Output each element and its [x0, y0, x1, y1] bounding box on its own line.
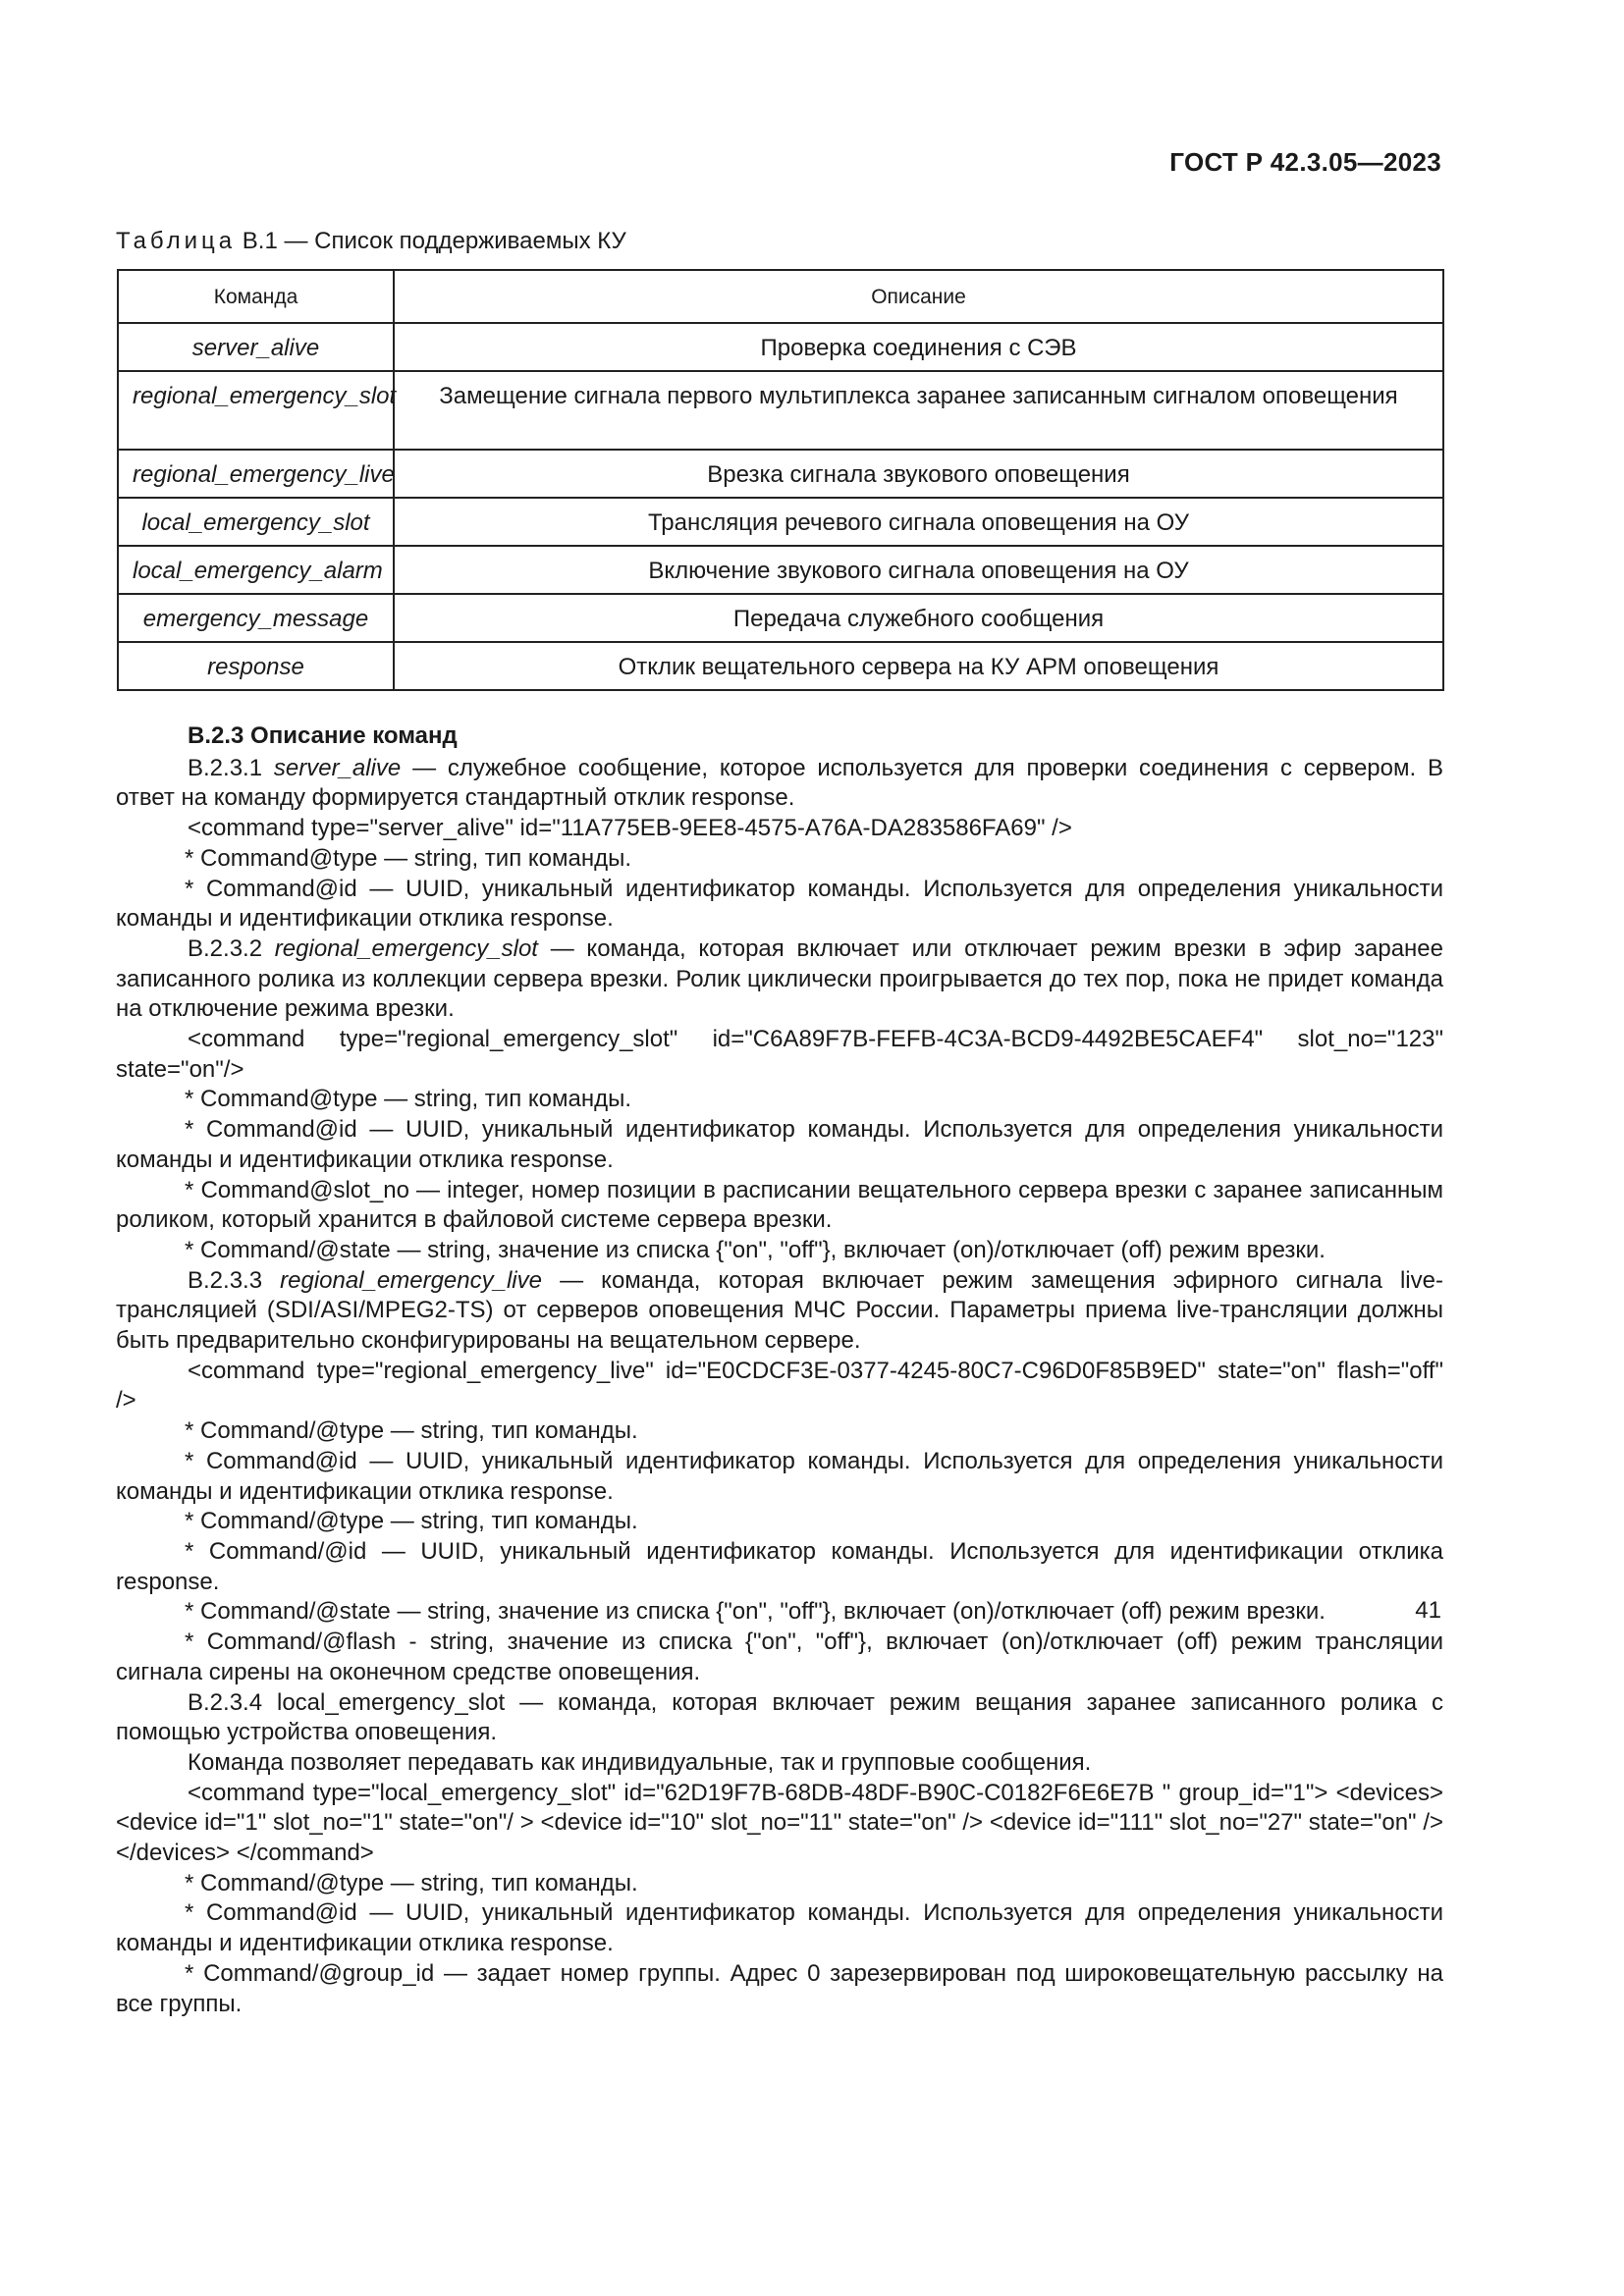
column-header-description: Описание	[394, 270, 1443, 323]
paragraph-text: — служебное сообщение, которое используется для проверки соединения с сервером. В ответ на команду формируется стандартный отклик response.	[116, 754, 1443, 812]
paragraph	[116, 1266, 1443, 1357]
bullet-item: * Command@type — string, тип команды.	[185, 1086, 632, 1113]
table-row	[118, 546, 1443, 594]
bullet-item: * Command/@flash - string, значение из списка {"on", "off"}, включает (on)/отключает (off) режим трансляции сигнала сирены на оконечном средстве оповещения.	[116, 1629, 1443, 1685]
bullet-item: * Command@type — string, тип команды.	[185, 844, 632, 872]
description-cell: Отклик вещательного сервера на КУ АРМ оповещения	[394, 642, 1443, 690]
table-caption-text: В.1 — Список поддерживаемых КУ	[236, 228, 626, 254]
description-cell: Замещение сигнала первого мультиплекса заранее записанным сигналом оповещения	[394, 371, 1443, 450]
bullet-item: * Command@id — UUID, уникальный идентификатор команды. Используется для определения уникальности команды и идентификации отклика response.	[116, 1116, 1443, 1173]
paragraph	[116, 754, 1443, 814]
command-cell: server_alive	[118, 323, 394, 371]
column-header-command: Команда	[118, 270, 394, 323]
section-body	[116, 721, 1443, 2019]
table-row	[118, 450, 1443, 498]
table-row	[118, 498, 1443, 546]
bullet-item: * Command@id — UUID, уникальный идентификатор команды. Используется для определения уникальности команды и идентификации отклика response.	[116, 875, 1443, 933]
table-row	[118, 371, 1443, 450]
description-cell: Передача служебного сообщения	[394, 594, 1443, 642]
section-title: В.2.3 Описание команд	[188, 722, 458, 749]
paragraph-text: — команда, которая включает режим замещения эфирного сигнала live-трансляцией (SDI/ASI/MPEG2-TS) от серверов оповещения МЧС России. Параметры приема live-трансляции должны быть предварительно сконфигурированы на вещательном сервере.	[116, 1266, 1443, 1355]
description-cell: Врезка сигнала звукового оповещения	[394, 450, 1443, 498]
table-caption-prefix: Таблица	[116, 228, 237, 254]
bullet-item: * Command@slot_no — integer, номер позиции в расписании вещательного сервера врезки с заранее записанным роликом, который хранится в файловой системе сервера врезки.	[116, 1176, 1443, 1234]
command-cell: local_emergency_slot	[118, 498, 394, 546]
command-cell: response	[118, 642, 394, 690]
document-code: ГОСТ Р 42.3.05—2023	[1169, 147, 1441, 177]
table-row	[118, 642, 1443, 690]
code-line: <command type="local_emergency_slot" id="62D19F7B-68DB-48DF-B90C-C0182F6E6E7B " group_id="1"> <devices> <device id="1" slot_no="1" state="on"/ > <device id="10" slot_no="11" state="on" /> <device id="111" slot_no="27" state="on" /> </devices> </command>	[116, 1779, 1443, 1867]
paragraph-text: — команда, которая включает или отключает режим врезки в эфир заранее записанного ролика из коллекции сервера врезки. Ролик циклически проигрывается до тех пор, пока не придет команда на отключение режима врезки.	[116, 934, 1443, 1023]
command-cell: emergency_message	[118, 594, 394, 642]
table-row	[118, 594, 1443, 642]
table-header-row	[118, 270, 1443, 323]
command-cell: local_emergency_alarm	[118, 546, 394, 594]
description-cell: Трансляция речевого сигнала оповещения на ОУ	[394, 498, 1443, 546]
bullet-item: * Command/@type — string, тип команды.	[185, 1417, 638, 1445]
command-name: regional_emergency_live	[280, 1266, 542, 1294]
commands-table	[117, 269, 1444, 691]
command-cell: regional_emergency_live	[118, 450, 394, 498]
command-cell: regional_emergency_slot	[118, 371, 394, 450]
bullet-item: * Command/@state — string, значение из списка {"on", "off"}, включает (on)/отключает (off) режим врезки.	[185, 1598, 1326, 1626]
bullet-item: * Command/@id — UUID, уникальный идентификатор команды. Используется для идентификации отклика response.	[116, 1537, 1443, 1595]
bullet-item: * Command/@type — string, тип команды.	[185, 1869, 638, 1896]
paragraph: Команда позволяет передавать как индивидуальные, так и групповые сообщения.	[188, 1748, 1092, 1776]
paragraph-number: В.2.3.3	[188, 1266, 281, 1294]
paragraph: В.2.3.4 local_emergency_slot — команда, которая включает режим вещания заранее записанного ролика с помощью устройства оповещения.	[116, 1688, 1443, 1746]
paragraph-number: В.2.3.2	[188, 934, 275, 962]
table-row	[118, 323, 1443, 371]
bullet-item: * Command@id — UUID, уникальный идентификатор команды. Используется для определения уникальности команды и идентификации отклика response.	[116, 1447, 1443, 1505]
command-name: server_alive	[273, 754, 402, 781]
bullet-item: * Command/@type — string, тип команды.	[185, 1508, 638, 1535]
code-line: <command type="regional_emergency_live" id="E0CDCF3E-0377-4245-80C7-C96D0F85B9ED" state="on" flash="off" />	[116, 1357, 1443, 1415]
command-name: regional_emergency_slot	[274, 934, 538, 962]
paragraph	[116, 934, 1443, 1025]
bullet-item: * Command/@group_id — задает номер группы. Адрес 0 зарезервирован под широковещательную рассылку на все группы.	[116, 1959, 1443, 2017]
code-line: <command type="regional_emergency_slot" id="C6A89F7B-FEFB-4C3A-BCD9-4492BE5CAEF4" slot_no="123" state="on"/>	[116, 1026, 1443, 1083]
description-cell: Включение звукового сигнала оповещения на ОУ	[394, 546, 1443, 594]
code-line: <command type="server_alive" id="11A775EB-9EE8-4575-A76A-DA283586FA69" />	[188, 815, 1072, 842]
page-number: 41	[1415, 1597, 1441, 1624]
paragraph-number: В.2.3.1	[188, 754, 274, 781]
bullet-item: * Command@id — UUID, уникальный идентификатор команды. Используется для определения уникальности команды и идентификации отклика response.	[116, 1899, 1443, 1957]
table-caption	[116, 228, 626, 255]
bullet-item: * Command/@state — string, значение из списка {"on", "off"}, включает (on)/отключает (off) режим врезки.	[185, 1236, 1326, 1263]
description-cell: Проверка соединения с СЭВ	[394, 323, 1443, 371]
